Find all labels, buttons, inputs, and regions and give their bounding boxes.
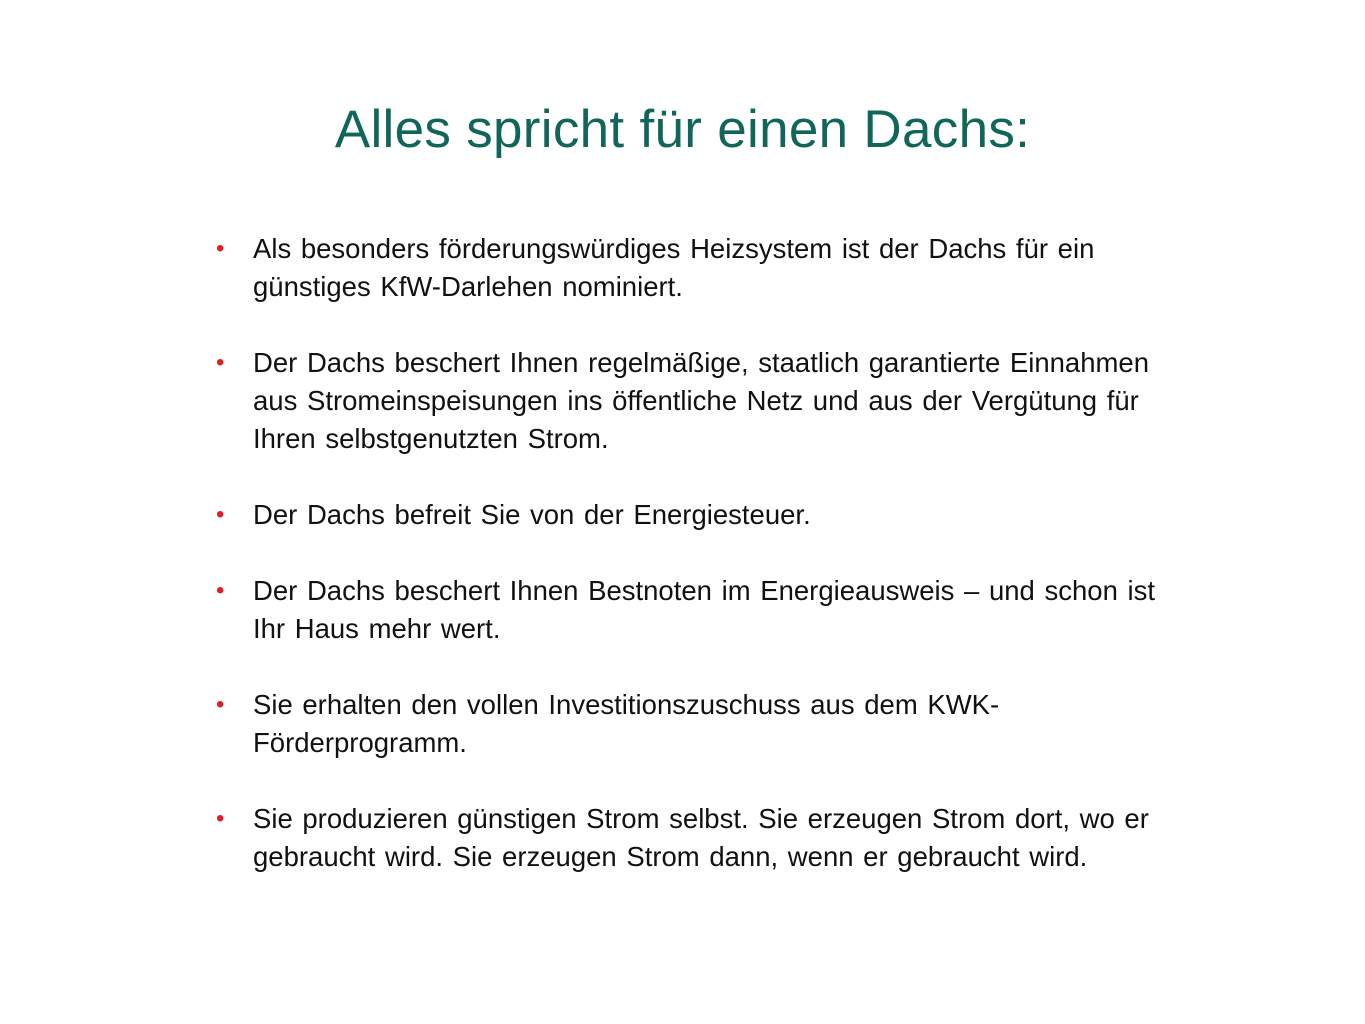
bullet-text: Der Dachs beschert Ihnen regelmäßige, staatlich garantierte Einnahmen aus Stromeinspeisungen ins öffentliche Netz und aus der Vergütung für Ihren selbstgenutzten Strom. [253,347,1150,454]
bullet-item [216,496,1176,534]
bullet-item [216,572,1176,648]
bullet-marker-icon: • [216,349,225,376]
bullet-item [216,686,1176,762]
bullet-text: Als besonders förderungswürdiges Heizsystem ist der Dachs für ein günstiges KfW-Darlehen nominiert. [253,233,1095,302]
bullet-text: Sie produzieren günstigen Strom selbst. Sie erzeugen Strom dort, wo er gebraucht wird. Sie erzeugen Strom dann, wenn er gebraucht wird. [253,803,1149,872]
bullet-text: Der Dachs befreit Sie von der Energiesteuer. [253,499,811,530]
bullet-text: Sie erhalten den vollen Investitionszuschuss aus dem KWK-Förderprogramm. [253,689,1000,758]
bullet-marker-icon: • [216,577,225,604]
bullet-marker-icon: • [216,235,225,262]
bullet-marker-icon: • [216,501,225,528]
bullet-item [216,230,1176,306]
bullet-marker-icon: • [216,691,225,718]
bullet-list [216,230,1176,914]
bullet-item [216,344,1176,458]
slide-title: Alles spricht für einen Dachs: [334,100,1031,159]
bullet-marker-icon: • [216,805,225,832]
bullet-text: Der Dachs beschert Ihnen Bestnoten im Energieausweis – und schon ist Ihr Haus mehr wert. [253,575,1156,644]
bullet-item [216,800,1176,876]
